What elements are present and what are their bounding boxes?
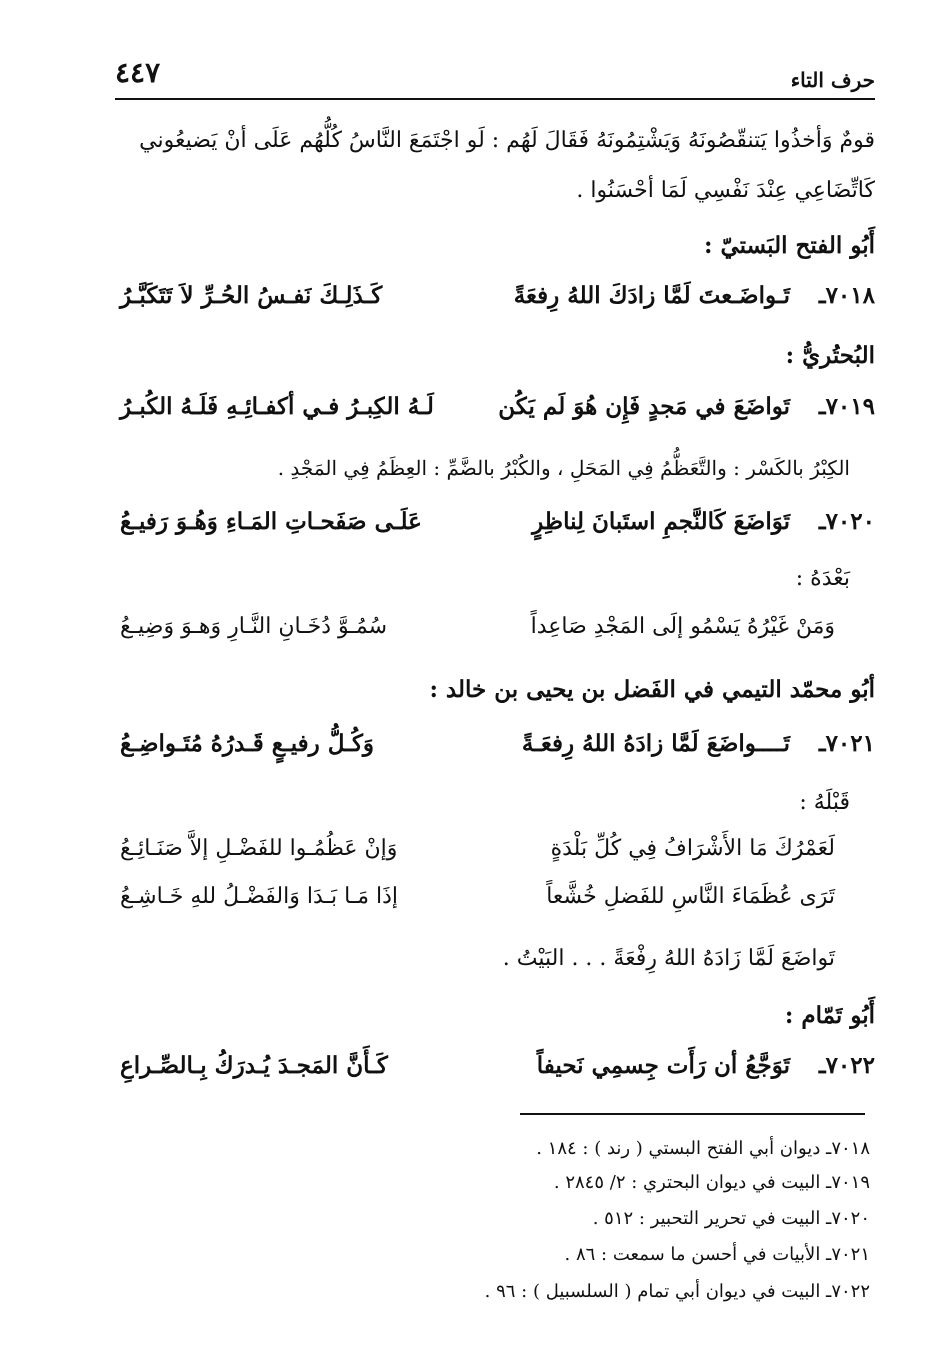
context-label: قَبْلَهُ : — [799, 790, 850, 815]
verse-7019 — [110, 393, 875, 433]
verse-number: ٧٠١٨ـ — [818, 282, 875, 309]
page-number: ٤٤٧ — [115, 56, 161, 89]
verse-first-hemistich: لَعَمْرُكَ مَا الأَشْرَافُ فِي كُلِّ بَلْدَةٍ — [550, 836, 835, 861]
verse-number: ٧٠٢٠ـ — [818, 508, 875, 535]
footnote: ٧٠٢٠ـ البيت في تحرير التحبير : ٥١٢ . — [592, 1208, 870, 1229]
verse-first-hemistich: تَــــواضَعَ لَمَّا زادَهُ اللهُ رِفعَـةً — [521, 730, 790, 757]
verse-7018 — [110, 282, 875, 322]
verse-first-hemistich: تَواضَعَ في مَجدٍ فَإِن هُوَ لَم يَكُن — [498, 393, 790, 420]
verse-second-hemistich: سُمُـوَّ دُخَـانِ النَّـارِ وَهـوَ وَضِيـعُ — [120, 614, 387, 639]
running-head: حرف التاء — [790, 68, 875, 92]
verse-first-hemistich: وَمَنْ غَيْرُهُ يَسْمُو إلَى المَجْدِ صَاعِداً — [530, 614, 835, 639]
verse-second-hemistich: كَـذَلِـكَ نَفـسُ الحُـرِّ لاَ تَتَكَبَّـرُ — [120, 282, 383, 309]
verse-number: ٧٠٢١ـ — [818, 730, 875, 757]
verse-first-hemistich: تَـواضَـعتَ لَمَّا زادَكَ اللهُ رِفعَةً — [513, 282, 790, 309]
verse-second-hemistich: وَكُـلُّ رفيـعٍ قَـدرُهُ مُتَـواضِـعُ — [120, 730, 374, 757]
footnote: ٧٠٢١ـ الأبيات في أحسن ما سمعت : ٨٦ . — [564, 1244, 870, 1265]
prose-line: قومٌ وَأخذُوا يَتنقّصُونَهُ وَيَشْتِمُونَهُ فَقَالَ لَهُم : لَو اجْتَمَعَ النَّاسُ كُلُّهُم عَلَى أنْ يَضيعُوني — [139, 128, 875, 153]
page-header — [115, 48, 875, 100]
verse-first-hemistich: تَرَى عُظَمَاءَ النَّاسِ للفَضلِ خُشَّعاً — [546, 884, 835, 909]
poet-attribution: أَبُو الفتح البَستيّ : — [704, 232, 875, 259]
verse-first-hemistich: تَوَاضَعَ كَالنَّجمِ استَبانَ لِناظِرٍ — [532, 508, 790, 535]
footnote: ٧٠١٩ـ البيت في ديوان البحتري : ٢/ ٢٨٤٥ . — [553, 1172, 870, 1193]
verse-number: ٧٠١٩ـ — [818, 393, 875, 420]
poet-attribution: أَبُو تَمّام : — [784, 1002, 875, 1029]
poet-attribution: البُحتُريُّ : — [785, 342, 875, 369]
prose-line: تَواضَعَ لَمَّا زَادَهُ اللهُ رِفْعَةً . . . البَيْتُ . — [502, 946, 835, 971]
verse-second-hemistich: إذَا مَـا بَـدَا وَالفَضْـلُ للهِ خَـاشِـعُ — [120, 884, 399, 909]
verse-second-hemistich: وَإنْ عَظُمُـوا للفَضْـلِ إلاَّ صَنَـائِـعُ — [120, 836, 398, 861]
verse-second-hemistich: لَـهُ الكِبـرُ فـي أكفـائِـهِ فَلَـهُ الكُبـرُ — [120, 393, 434, 420]
context-label: بَعْدَهُ : — [795, 566, 850, 591]
prose-line: كَاتِّضَاعِي عِنْدَ نَفْسِي لَمَا أحْسَنُوا . — [576, 178, 875, 203]
verse-7020 — [110, 508, 875, 548]
verse-first-hemistich: تَوَجَّعُ أن رَأَت جِسمِي نَحيفاً — [536, 1052, 790, 1079]
verse-number: ٧٠٢٢ـ — [818, 1052, 875, 1079]
verse-7022 — [110, 1052, 875, 1092]
verse-before-2 — [110, 884, 875, 924]
verse-after — [110, 614, 875, 654]
footnote-divider — [520, 1113, 865, 1115]
verse-second-hemistich: كَـأَنَّ المَجـدَ يُـدرَكُ بِـالصِّـراعِ — [120, 1052, 388, 1079]
verse-before-1 — [110, 836, 875, 876]
gloss-note: الكِبْرُ بالكَسْر : والتَّعَظُّمُ فِي المَحَلِ ، والكُبْرُ بالضَّمِّ : العِظَمُ فِي المَجْدِ . — [277, 456, 850, 480]
verse-second-hemistich: عَلَـى صَفَحـاتِ المَـاءِ وَهُـوَ رَفيـعُ — [120, 508, 422, 535]
footnote: ٧٠٢٢ـ البيت في ديوان أبي تمام ( السلسبيل ) : ٩٦ . — [484, 1281, 870, 1302]
poet-attribution: أبُو محمّد التيمي في الفَضل بن يحيى بن خالد : — [429, 676, 875, 703]
footnote: ٧٠١٨ـ ديوان أبي الفتح البستي ( رند ) : ١٨٤ . — [536, 1138, 870, 1159]
verse-7021 — [110, 730, 875, 770]
